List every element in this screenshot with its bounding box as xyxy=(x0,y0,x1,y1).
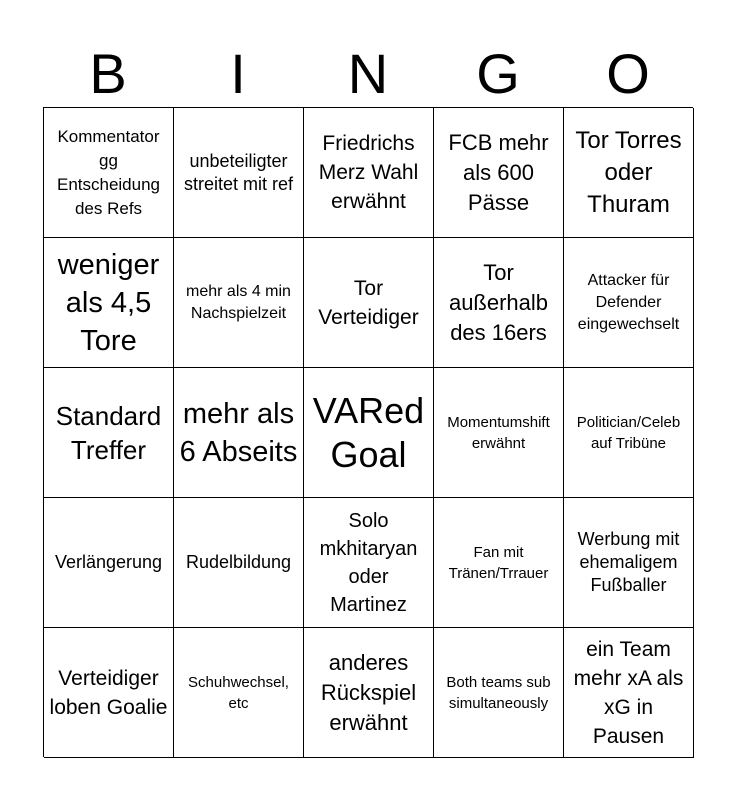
header-letter-g: G xyxy=(476,42,520,105)
bingo-cell-text: anderes Rückspiel erwähnt xyxy=(320,649,417,735)
bingo-cell-text: Both teams sub simultaneously xyxy=(446,673,551,712)
bingo-cell[interactable] xyxy=(434,628,564,758)
bingo-cell-text: Tor Torres oder Thuram xyxy=(575,126,682,218)
bingo-cell[interactable] xyxy=(174,368,304,498)
bingo-cell-text: Fan mit Tränen/Trrauer xyxy=(448,543,549,582)
bingo-cell-text: Rudelbildung xyxy=(185,552,292,572)
bingo-cell-text: Momentumshift erwähnt xyxy=(447,413,550,452)
bingo-cell[interactable] xyxy=(44,238,174,368)
bingo-cell-text: weniger als 4,5 Tore xyxy=(57,248,160,357)
bingo-cell-text: mehr als 6 Abseits xyxy=(179,397,298,468)
header-letter-i: I xyxy=(230,42,246,105)
bingo-cell-text: Werbung mit ehemaligem Fußballer xyxy=(577,529,680,595)
bingo-cell-text: unbeteiligter streitet mit ref xyxy=(183,150,294,194)
bingo-cell[interactable] xyxy=(304,628,434,758)
bingo-cell-text: Schuhwechsel, etc xyxy=(188,673,289,712)
bingo-cell[interactable] xyxy=(304,368,434,498)
bingo-cell[interactable] xyxy=(434,108,564,238)
bingo-cell[interactable] xyxy=(174,108,304,238)
bingo-cell-text: FCB mehr als 600 Pässe xyxy=(448,129,549,215)
bingo-cell-text: ein Team mehr xA als xG in Pausen xyxy=(573,637,684,748)
bingo-cell-text: Kommentator gg Entscheidung des Refs xyxy=(56,126,161,218)
bingo-header xyxy=(43,40,693,108)
bingo-cell-text: Verlängerung xyxy=(54,552,163,572)
bingo-cell[interactable] xyxy=(564,368,694,498)
bingo-cell[interactable] xyxy=(564,498,694,628)
bingo-cell[interactable] xyxy=(304,108,434,238)
bingo-cell-text: Solo mkhitaryan oder Martinez xyxy=(319,509,418,616)
bingo-cell-text: mehr als 4 min Nachspielzeit xyxy=(186,282,291,322)
bingo-cell[interactable] xyxy=(564,628,694,758)
bingo-cell[interactable] xyxy=(174,238,304,368)
header-letter-n: N xyxy=(347,42,389,105)
header-letter-o: O xyxy=(606,42,650,105)
bingo-cell[interactable] xyxy=(304,498,434,628)
bingo-cell[interactable] xyxy=(304,238,434,368)
bingo-cell-text: Attacker für Defender eingewechselt xyxy=(577,271,680,333)
bingo-cell[interactable] xyxy=(434,238,564,368)
bingo-cell[interactable] xyxy=(44,498,174,628)
bingo-cell[interactable] xyxy=(564,108,694,238)
bingo-cell-text: Tor außerhalb des 16ers xyxy=(448,259,549,345)
bingo-cell[interactable] xyxy=(434,498,564,628)
bingo-cell-text: Verteidiger loben Goalie xyxy=(49,666,168,719)
header-letter-b: B xyxy=(89,42,127,105)
bingo-card-grid xyxy=(43,107,693,757)
bingo-cell[interactable] xyxy=(434,368,564,498)
bingo-cell[interactable] xyxy=(174,498,304,628)
bingo-cell[interactable] xyxy=(564,238,694,368)
bingo-cell-text: VARed Goal xyxy=(312,389,425,475)
bingo-cell[interactable] xyxy=(44,368,174,498)
bingo-cell[interactable] xyxy=(174,628,304,758)
bingo-cell-text: Politician/Celeb auf Tribüne xyxy=(576,413,681,452)
bingo-cell-text: Tor Verteidiger xyxy=(318,276,419,329)
bingo-cell-text: Friedrichs Merz Wahl erwähnt xyxy=(318,132,419,213)
bingo-cell[interactable] xyxy=(44,628,174,758)
bingo-cell[interactable] xyxy=(44,108,174,238)
bingo-cell-text: Standard Treffer xyxy=(55,400,162,465)
